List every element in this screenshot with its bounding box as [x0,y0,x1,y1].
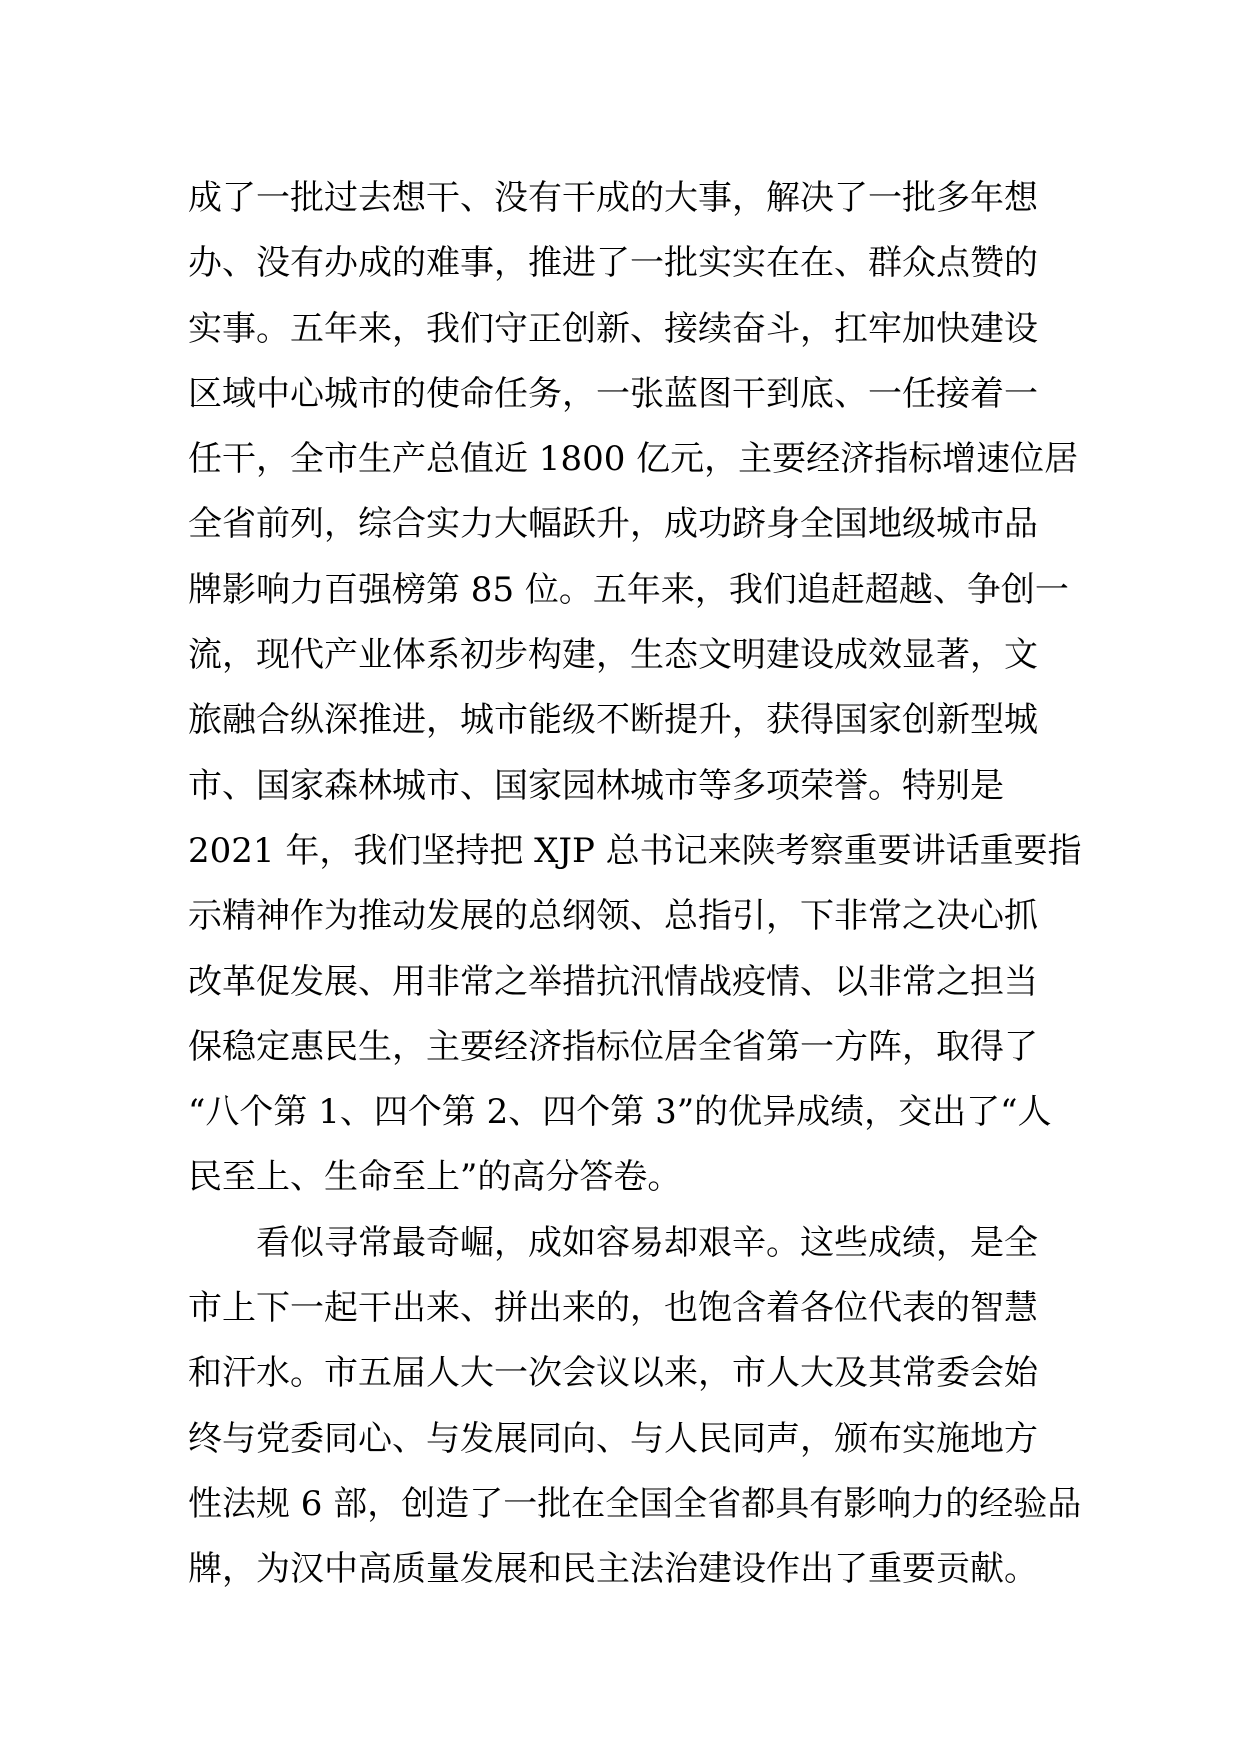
text-line: 示精神作为推动发展的总纲领、总指引，下非常之决心抓 [188,896,1038,937]
text-line: 成了一批过去想干、没有干成的大事，解决了一批多年想 [188,178,1038,218]
text-line: 区域中心城市的使命任务，一张蓝图干到底、一任接着一 [188,373,1038,414]
text-line: 旅融合纵深推进，城市能级不断提升，获得国家创新型城 [188,700,1038,741]
text-line: 终与党委同心、与发展同向、与人民同声，颁布实施地方 [188,1418,1038,1459]
paragraph-2 [188,1211,1082,1603]
text-line: 任干，全市生产总值近 1800 亿元，主要经济指标增速位居 [188,439,1079,480]
text-line: 性法规 6 部，创造了一批在全国全省都具有影响力的经验品 [188,1483,1082,1524]
text-line: “八个第 1、四个第 2、四个第 3”的优异成绩，交出了“人 [188,1092,1052,1133]
text-line: 牌影响力百强榜第 85 位。五年来，我们追赶超越、争创一 [188,569,1069,610]
text-line: 民至上、生命至上”的高分答卷。 [188,1157,682,1198]
text-line: 流，现代产业体系初步构建，生态文明建设成效显著，文 [188,635,1038,676]
text-line: 市上下一起干出来、拼出来的，也饱含着各位代表的智慧 [188,1288,1038,1329]
text-line: 牌，为汉中高质量发展和民主法治建设作出了重要贡献。 [188,1549,1038,1590]
text-line: 改革促发展、用非常之举措抗汛情战疫情、以非常之担当 [188,961,1038,1002]
text-line: 看似寻常最奇崛，成如容易却艰辛。这些成绩，是全 [188,1222,1038,1263]
text-line: 2021 年，我们坚持把 XJP 总书记来陕考察重要讲话重要指 [188,830,1082,871]
text-line: 实事。五年来，我们守正创新、接续奋斗，扛牢加快建设 [188,308,1038,349]
text-line: 市、国家森林城市、国家园林城市等多项荣誉。特别是 [188,765,1004,806]
paragraph-1 [188,166,1082,1211]
text-line: 办、没有办成的难事，推进了一批实实在在、群众点赞的 [188,243,1038,284]
text-line: 保稳定惠民生，主要经济指标位居全省第一方阵，取得了 [188,1026,1038,1067]
text-line: 全省前列，综合实力大幅跃升，成功跻身全国地级城市品 [188,504,1038,545]
text-line: 和汗水。市五届人大一次会议以来，市人大及其常委会始 [188,1353,1038,1394]
body-text [188,166,1082,1603]
